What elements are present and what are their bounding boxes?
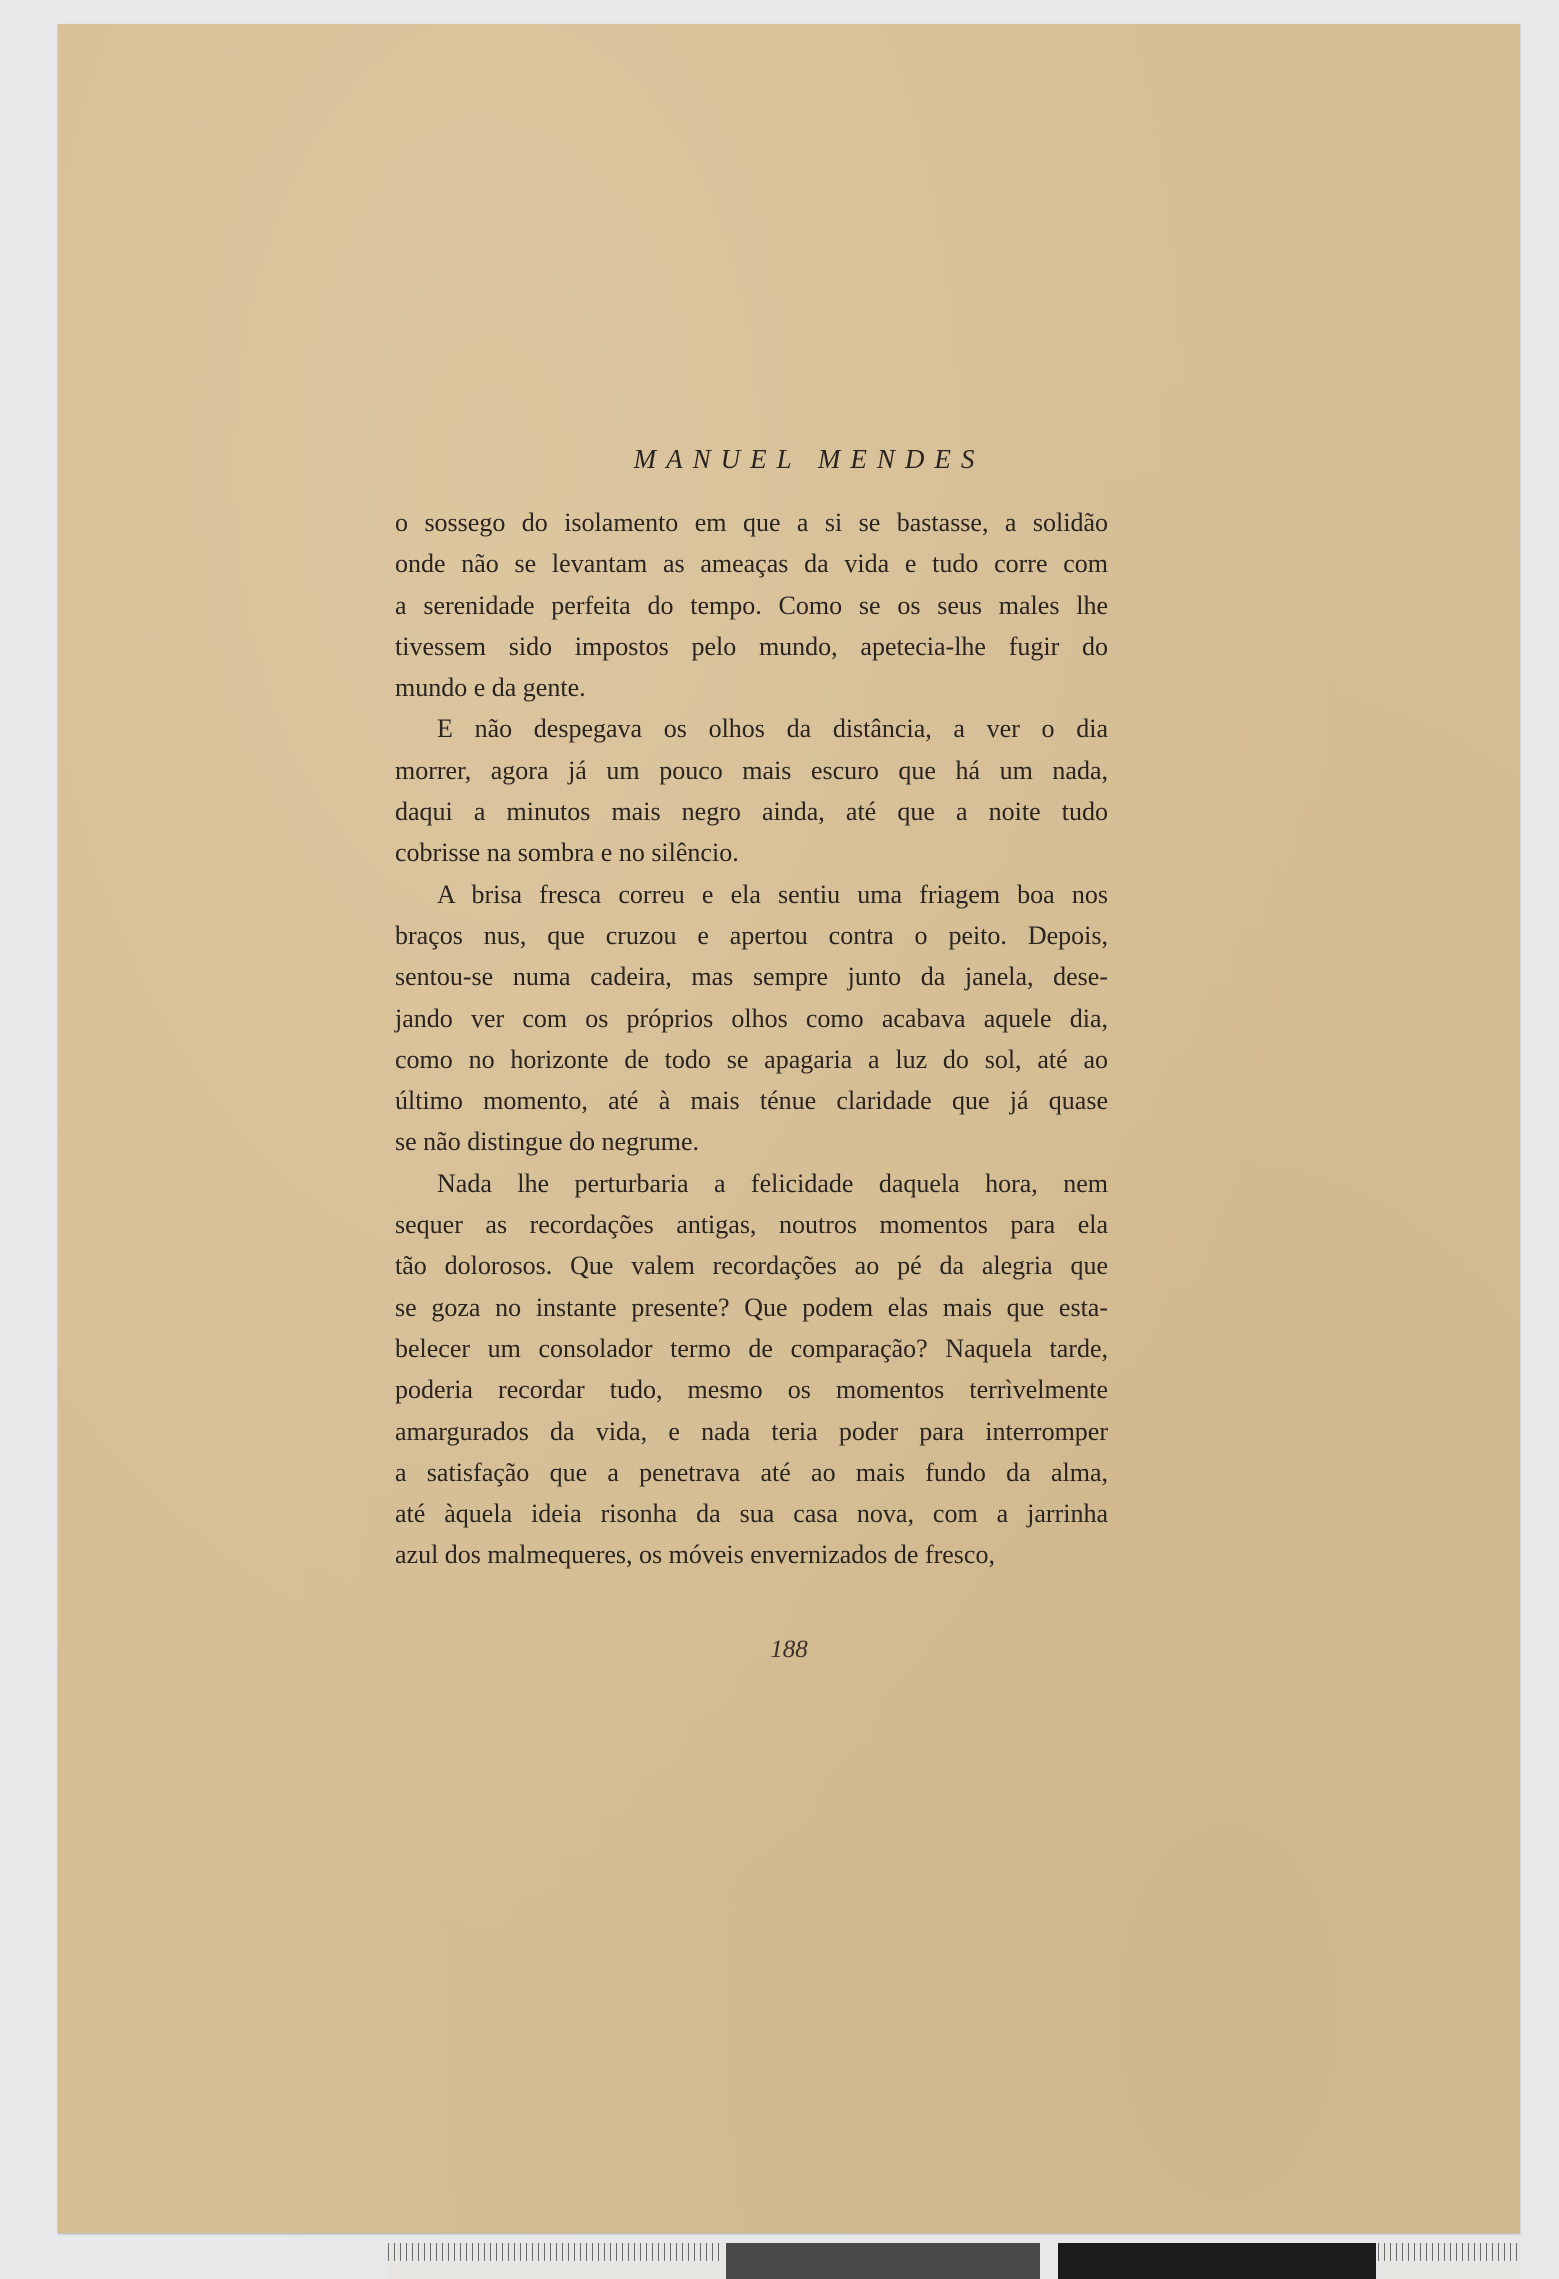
scale-ruler-light-right [1378,2243,1520,2279]
text-line: mundo e da gente. [395,673,586,703]
paragraph [395,1163,1108,1576]
text-line: se não distingue do negrume. [395,1127,699,1157]
text-line: braços nus, que cruzou e apertou contra o peito. Depois, [395,920,1108,950]
text-line: daqui a minutos mais negro ainda, até que a noite tudo [395,797,1108,827]
text-line: poderia recordar tudo, mesmo os momentos terrìvelmente [395,1375,1108,1405]
paragraph [395,708,1108,873]
text-line: sentou-se numa cadeira, mas sempre junto da janela, dese- [395,962,1108,992]
text-line: Nada lhe perturbaria a felicidade daquela hora, nem [437,1168,1108,1198]
color-patch-gray [726,2243,1040,2279]
paragraph [395,502,1108,708]
text-line: tão dolorosos. Que valem recordações ao pé da alegria que [395,1251,1108,1281]
text-line: o sossego do isolamento em que a si se bastasse, a solidão [395,508,1108,537]
text-line: se goza no instante presente? Que podem elas mais que esta- [395,1292,1108,1322]
text-line: a satisfação que a penetrava até ao mais fundo da alma, [395,1457,1108,1487]
book-page [58,24,1520,2233]
body-text [395,502,1108,1576]
text-line: jando ver com os próprios olhos como acabava aquele dia, [395,1003,1108,1033]
text-line: como no horizonte de todo se apagaria a luz do sol, até ao [395,1044,1108,1074]
text-line: tivessem sido impostos pelo mundo, apetecia-lhe fugir do [395,631,1108,661]
text-line: cobrisse na sombra e no silêncio. [395,838,739,868]
text-line: amargurados da vida, e nada teria poder para interromper [395,1416,1108,1446]
paragraph [395,874,1108,1163]
text-line: sequer as recordações antigas, noutros momentos para ela [395,1210,1108,1240]
text-line: A brisa fresca correu e ela sentiu uma friagem boa nos [437,879,1108,909]
text-line: azul dos malmequeres, os móveis envernizados de fresco, [395,1540,995,1570]
text-line: morrer, agora já um pouco mais escuro que há um nada, [395,755,1108,785]
page-number: 188 [770,1636,808,1663]
text-line: onde não se levantam as ameaças da vida e tudo corre com [395,549,1108,579]
text-line: belecer um consolador termo de comparação? Naquela tarde, [395,1333,1108,1363]
text-line: a serenidade perfeita do tempo. Como se os seus males lhe [395,590,1108,620]
color-patch-black [1058,2243,1376,2279]
text-line: até àquela ideia risonha da sua casa nova, com a jarrinha [395,1499,1108,1529]
text-line: E não despegava os olhos da distância, a ver o dia [437,714,1108,744]
scale-ruler-light [388,2243,723,2279]
text-line: último momento, até à mais ténue claridade que já quase [395,1086,1108,1116]
running-header: MANUEL MENDES [633,444,985,474]
